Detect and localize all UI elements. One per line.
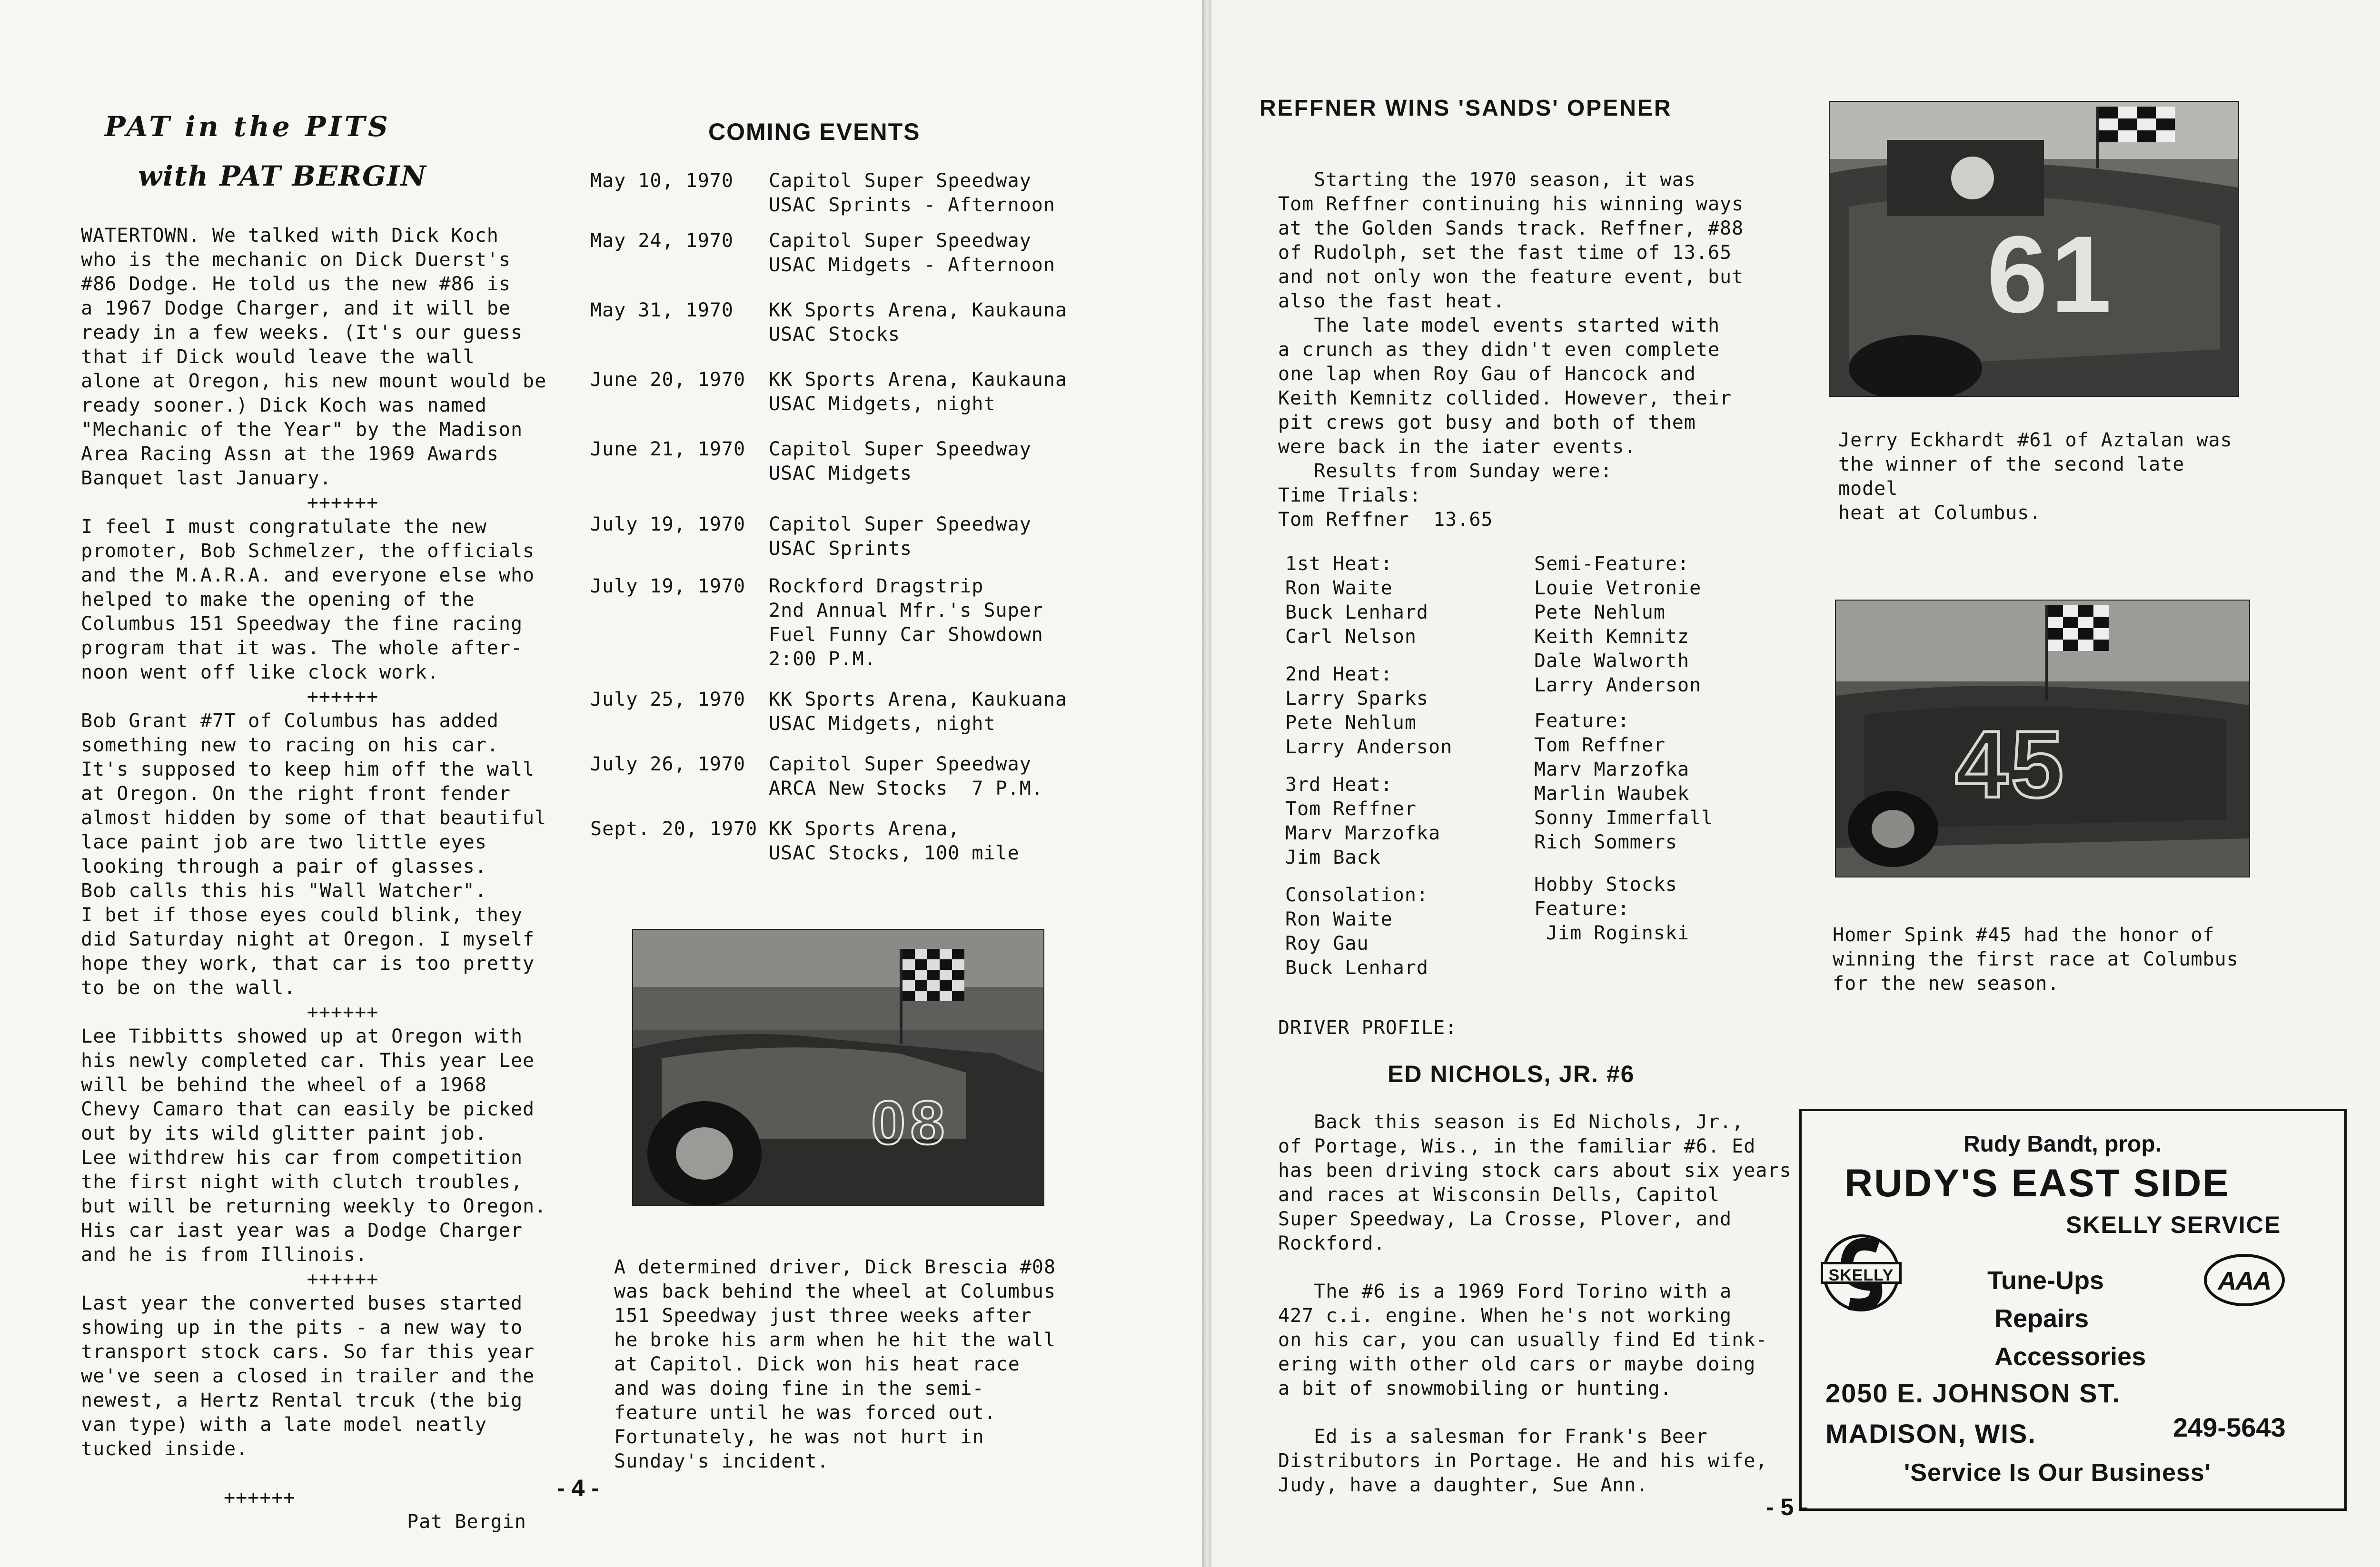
result-group xyxy=(1534,873,1772,946)
race-car-photo-45 xyxy=(1835,600,2250,877)
profile-paragraph: The #6 is a 1969 Ford Torino with a 427 c.i. engine. When he's not working on his car, you can usually find Ed tink- ering with other old cars or maybe doing a bit of snowmobiling or hunting. xyxy=(1278,1281,1768,1399)
result-group xyxy=(1534,552,1772,698)
separator: ++++++ xyxy=(307,492,379,513)
event-item xyxy=(590,817,1114,877)
ad-city: MADISON, WIS. xyxy=(1825,1419,2036,1449)
ad-proprietor: Rudy Bandt, prop. xyxy=(1964,1132,2162,1157)
event-item xyxy=(590,574,1114,688)
event-date: Sept. 20, 1970 xyxy=(590,818,758,840)
column-body xyxy=(81,224,585,1533)
car-number-label: 08 xyxy=(871,1088,950,1157)
event-item xyxy=(590,169,1114,229)
event-desc: Capitol Super Speedway USAC Sprints xyxy=(769,513,1031,560)
ad-service-item: Repairs xyxy=(1994,1304,2089,1333)
result-group xyxy=(1285,773,1514,870)
event-date: July 19, 1970 xyxy=(590,513,746,535)
signoff-line xyxy=(81,1461,585,1533)
event-date: June 20, 1970 xyxy=(590,369,746,391)
events-title: COMING EVENTS xyxy=(708,118,921,145)
column-paragraph: Last year the converted buses started showing up in the pits - a new way to transport stock cars. So far this year we've seen a closed in trailer and the newest, a Hertz Rental trcuk (the big van type) with a late model neatly tucked inside. xyxy=(81,1292,535,1460)
event-date: July 19, 1970 xyxy=(590,575,746,597)
rudys-east-side-ad xyxy=(1799,1109,2347,1511)
column-title-line1: PAT in the PITS xyxy=(105,110,391,143)
result-names: Tom Reffner Marv Marzofka Marlin Waubek Sonny Immerfall Rich Sommers xyxy=(1534,734,1714,853)
signoff-separator: ++++++ xyxy=(224,1487,296,1508)
events-list xyxy=(590,169,1114,877)
event-date: July 25, 1970 xyxy=(590,689,746,710)
result-title: Feature: xyxy=(1534,710,1630,732)
result-group xyxy=(1285,552,1514,649)
event-desc: KK Sports Arena, USAC Stocks, 100 mile xyxy=(769,818,1020,864)
separator: ++++++ xyxy=(307,686,379,708)
driver-profile-body xyxy=(1278,1110,1802,1498)
race-car-photo-08 xyxy=(632,929,1044,1206)
event-date: May 24, 1970 xyxy=(590,230,734,252)
signoff-name: Pat Bergin xyxy=(407,1511,526,1533)
event-date: May 10, 1970 xyxy=(590,170,734,192)
column-paragraph: Lee Tibbitts showed up at Oregon with his newly completed car. This year Lee will be behind the wheel of a 1968 Chevy Camaro that can easily be picked out by its wild glitter paint job. Lee withdrew his car from competition the first night with clutch troubles, but will be returning weekly to Oregon. His car iast year was a Dodge Charger and he is from Illinois. xyxy=(81,1025,547,1266)
result-names: Tom Reffner Marv Marzofka Jim Back xyxy=(1285,798,1441,868)
event-desc: Rockford Dragstrip 2nd Annual Mfr.'s Super Fuel Funny Car Showdown 2:00 P.M. xyxy=(769,575,1043,670)
driver-profile-label: DRIVER PROFILE: xyxy=(1278,1017,1458,1039)
photo-caption-45: Homer Spink #45 had the honor of winning the first race at Columbus for the new season. xyxy=(1833,924,2239,995)
event-date: June 21, 1970 xyxy=(590,438,746,460)
photo-caption-08: A determined driver, Dick Brescia #08 was back behind the wheel at Columbus 151 Speedway just three weeks after he broke his arm when he hit the wall at Capitol. Dick won his heat race and was doing fine in the semi- feature until he was forced out. Fortunately, he was not hurt in Sunday's incident. xyxy=(614,1256,1056,1472)
ad-street: 2050 E. JOHNSON ST. xyxy=(1825,1378,2121,1408)
event-date: July 26, 1970 xyxy=(590,753,746,775)
ad-service-item: Tune-Ups xyxy=(1987,1266,2104,1295)
result-title: Consolation: xyxy=(1285,884,1428,906)
skelly-logo-text: SKELLY xyxy=(1821,1262,1902,1284)
column-paragraph: WATERTOWN. We talked with Dick Koch who is the mechanic on Dick Duerst's #86 Dodge. He told us the new #86 is a 1967 Dodge Charger, and it will be ready in a few weeks. (It's our guess that if Dick would leave the wall alone at Oregon, his new mount would be ready sooner.) Dick Koch was named "Mechanic of the Year" by the Madison Area Racing Assn at the 1969 Awards Banquet last January. xyxy=(81,225,547,489)
result-title: 2nd Heat: xyxy=(1285,663,1393,685)
event-date: May 31, 1970 xyxy=(590,299,734,321)
page-number-left: - 4 - xyxy=(557,1475,599,1501)
profile-paragraph: Ed is a salesman for Frank's Beer Distributors in Portage. He and his wife, Judy, have a daughter, Sue Ann. xyxy=(1278,1426,1768,1496)
results-left-column xyxy=(1285,552,1514,980)
result-names: Feature: Jim Roginski xyxy=(1534,898,1690,944)
event-item xyxy=(590,368,1114,437)
result-names: Louie Vetronie Pete Nehlum Keith Kemnitz Dale Walworth Larry Anderson xyxy=(1534,577,1702,696)
event-item xyxy=(590,298,1114,368)
event-item xyxy=(590,229,1114,298)
driver-profile-title: ED NICHOLS, JR. #6 xyxy=(1388,1061,1635,1087)
skelly-logo-icon xyxy=(1821,1218,1902,1328)
page-number-right: - 5 - xyxy=(1766,1494,1808,1520)
event-desc: Capitol Super Speedway USAC Midgets xyxy=(769,438,1031,484)
photo-caption-61: Jerry Eckhardt #61 of Aztalan was the winner of the second late model heat at Columbus. xyxy=(1838,429,2232,524)
aaa-logo-text: AAA xyxy=(2218,1267,2271,1295)
event-item xyxy=(590,437,1114,512)
column-title-line2: with PAT BERGIN xyxy=(138,160,427,192)
event-desc: Capitol Super Speedway USAC Sprints - Afternoon xyxy=(769,170,1055,216)
event-item xyxy=(590,688,1114,752)
ad-business-name: RUDY'S EAST SIDE xyxy=(1844,1162,2231,1205)
column-paragraph: I feel I must congratulate the new promoter, Bob Schmelzer, the officials and the M.A.R.A. and everyone else who helped to make the opening of the Columbus 151 Speedway the fine racing program that it was. The whole after- noon went off like clock work. xyxy=(81,516,535,683)
result-group xyxy=(1285,662,1514,759)
ad-slogan: 'Service Is Our Business' xyxy=(1904,1459,2211,1487)
result-names: Larry Sparks Pete Nehlum Larry Anderson xyxy=(1285,688,1453,758)
column-paragraph: Bob Grant #7T of Columbus has added something new to racing on his car. It's supposed to keep him off the wall at Oregon. On the right front fender almost hidden by some of that beautiful lace paint job are two little eyes looking through a pair of glasses. Bob calls this his "Wall Watcher". I bet if those eyes could blink, they did Saturday night at Oregon. I myself hope they work, that car is too pretty to be on the wall. xyxy=(81,710,547,999)
result-title: Semi-Feature: xyxy=(1534,553,1690,575)
result-group xyxy=(1285,883,1514,980)
separator: ++++++ xyxy=(307,1001,379,1023)
event-item xyxy=(590,512,1114,574)
car-number-label: 61 xyxy=(1987,213,2114,335)
ad-service-item: Accessories xyxy=(1994,1342,2146,1371)
article-headline: REFFNER WINS 'SANDS' OPENER xyxy=(1259,96,1672,121)
profile-paragraph: Back this season is Ed Nichols, Jr., of Portage, Wis., in the familiar #6. Ed has been driving stock cars about six years and races at Wisconsin Dells, Capitol Super Speedway, La Crosse, Plover, and Rockford. xyxy=(1278,1111,1792,1254)
race-car-photo-61 xyxy=(1829,101,2239,397)
aaa-logo-icon xyxy=(2204,1254,2285,1306)
event-desc: Capitol Super Speedway ARCA New Stocks 7 P.M. xyxy=(769,753,1043,799)
result-names: Ron Waite Buck Lenhard Carl Nelson xyxy=(1285,577,1428,648)
page-gutter xyxy=(1202,0,1211,1567)
event-desc: KK Sports Arena, Kaukuana USAC Midgets, night xyxy=(769,689,1068,735)
car-number-label: 45 xyxy=(1955,711,2067,818)
result-group xyxy=(1534,709,1772,855)
result-title: 1st Heat: xyxy=(1285,553,1393,575)
result-title: 3rd Heat: xyxy=(1285,774,1393,796)
results-right-column xyxy=(1534,552,1772,946)
event-desc: KK Sports Arena, Kaukauna USAC Stocks xyxy=(769,299,1068,345)
event-desc: Capitol Super Speedway USAC Midgets - Afternoon xyxy=(769,230,1055,276)
event-item xyxy=(590,752,1114,817)
event-desc: KK Sports Arena, Kaukauna USAC Midgets, night xyxy=(769,369,1068,415)
separator: ++++++ xyxy=(307,1268,379,1290)
article-intro: Starting the 1970 season, it was Tom Reffner continuing his winning ways at the Golden Sands track. Reffner, #88 of Rudolph, set the fast time of 13.65 and not only won the feature event, but also the fast heat. The late model events started with a crunch as they didn't even complete one lap when Roy Gau of Hancock and Keith Kemnitz collided. However, their pit crews got busy and both of them were back in the iater events. Results from Sunday were: Time Trials: Tom Reffner 13.65 xyxy=(1278,169,1744,531)
ad-phone: 249-5643 xyxy=(2173,1412,2286,1442)
result-names: Ron Waite Roy Gau Buck Lenhard xyxy=(1285,908,1428,979)
ad-service: SKELLY SERVICE xyxy=(2066,1212,2281,1238)
result-title: Hobby Stocks xyxy=(1534,874,1677,896)
